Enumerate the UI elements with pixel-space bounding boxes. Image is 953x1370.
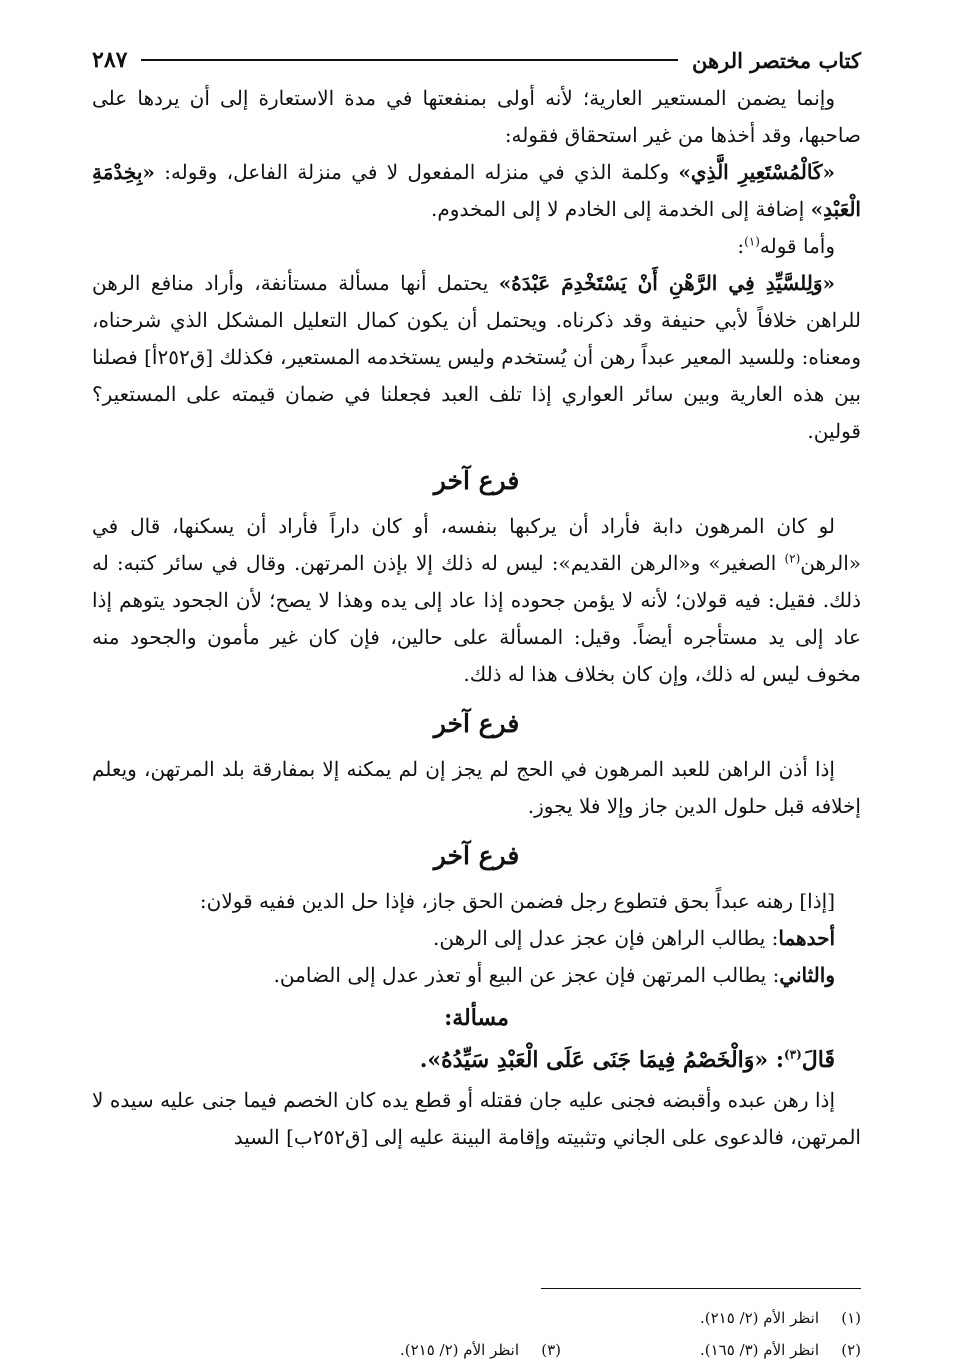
paragraph-4 <box>92 265 861 450</box>
footnote-rule <box>541 1288 861 1289</box>
footnote-ref-2: (٢) <box>784 551 801 566</box>
section-heading-1: فرع آخر <box>433 466 520 495</box>
paragraph-5-text-b: الصغير» و«الرهن القديم»: ليس له ذلك إلا بإذن المرتهن. وقال في سائر كتبه: له ذلك. فقيل: فيه قولان؛ لأنه لا يؤمن جحوده إذا عاد إلى يده وهذا لا يصح؛ لأن الجحود يتوهم إذا عاد إلى يد مستأجره أيضاً. وقيل: المسألة على حالين، فإن كان غير مأمون والجحود منه مخوف ليس له ذلك، وإن كان بخلاف هذا له ذلك. <box>92 551 861 686</box>
quote-kalmustair: «كَالْمُسْتَعِيرِ الَّذِي» <box>678 160 835 184</box>
book-title: كتاب مختصر الرهن <box>692 47 861 73</box>
footnote-3-number: (٣) <box>541 1341 561 1359</box>
paragraph-3-colon: : <box>737 234 745 258</box>
paragraph-5-text-a: لو كان المرهون دابة فأراد أن يركبها بنفسه، أو كان داراً فأراد أن يسكنها، قال في «الرهن <box>92 514 861 575</box>
first-opinion-text: : يطالب الراهن فإن عجز عدل إلى الرهن. <box>433 926 779 950</box>
paragraph-9 <box>92 957 861 994</box>
footnote-1 <box>561 1302 861 1334</box>
footnote-2 <box>561 1334 861 1366</box>
footnote-ref-3: (٣) <box>783 1047 802 1062</box>
footnote-2-number: (٢) <box>841 1341 861 1359</box>
paragraph-1: وإنما يضمن المستعير العارية؛ لأنه أولى بمنفعتها في مدة الاستعارة إلى أن يردها على صاحبها، وقد أخذها من غير استحقاق فقوله: <box>92 86 861 147</box>
document-page <box>92 40 861 1370</box>
masala-heading: مسألة: <box>444 1005 509 1031</box>
footnote-3-text: انظر الأم (٢/ ٢١٥). <box>399 1341 519 1359</box>
section-heading-2: فرع آخر <box>433 709 520 738</box>
footnote-1-number: (١) <box>841 1309 861 1327</box>
paragraph-2 <box>92 154 861 228</box>
footnote-row-2 <box>92 1334 861 1366</box>
quote-walissayyid: «وَلِلسَّيِّدِ فِي الرَّهْنِ أَنْ يَسْتَخْدِمَ عَبْدَهُ» <box>498 271 835 295</box>
paragraph-7: [إذا] رهنه عبداً بحق فتطوع رجل فضمن الحق جاز، فإذا حل الدين ففيه قولان: <box>199 889 835 913</box>
quote-bikhidmat: «بِخِدْمَةِ الْعَبْدِ» <box>92 160 861 221</box>
header-rule <box>141 59 678 61</box>
footnote-3 <box>261 1334 561 1366</box>
second-opinion-text: : يطالب المرتهن فإن عجز عن البيع أو تعذر عدل إلى الضامن. <box>273 963 780 987</box>
footnote-1-text: انظر الأم (٢/ ٢١٥). <box>699 1309 819 1327</box>
first-opinion-label: أحدهما <box>778 926 835 950</box>
paragraph-10: إذا رهن عبده وأقبضه فجنى عليه جان فقتله أو قطع يده كان الخصم فيما جنى عليه سيده لا المرتهن، فالدعوى على الجاني وتثبيته وإقامة البينة عليه إلى [ق٢٥٢ب] السيد <box>92 1088 861 1149</box>
qal-quote: : «وَالْخَصْمُ فِيمَا جَنَى عَلَى الْعَبْدِ سَيِّدُهُ». <box>419 1047 784 1073</box>
paragraph-2-text-a: وكلمة الذي في منزله المفعول لا في منزلة الفاعل، وقوله: <box>154 160 679 184</box>
qal-line <box>92 1038 861 1082</box>
paragraph-2-text-b: إضافة إلى الخدمة إلى الخادم لا إلى المخدوم. <box>431 197 811 221</box>
qal-word: قَالَ <box>801 1047 835 1073</box>
paragraph-5 <box>92 508 861 693</box>
footnote-row-1 <box>92 1302 861 1334</box>
section-heading-3: فرع آخر <box>433 841 520 870</box>
paragraph-6: إذا أذن الراهن للعبد المرهون في الحج لم يجز إن لم يمكنه إلا بمفارقة بلد المرتهن، ويعلم إخلافه قبل حلول الدين جاز وإلا فلا يجوز. <box>92 757 861 818</box>
footnotes <box>92 1302 861 1366</box>
paragraph-3 <box>92 228 861 265</box>
second-opinion-label: والثاني <box>779 963 835 987</box>
paragraph-4-text: يحتمل أنها مسألة مستأنفة، وأراد منافع الرهن للراهن خلافاً لأبي حنيفة وقد ذكرناه. ويحتمل أن يكون كمال التعليل المشكل الذي شرحناه، ومعناه: وللسيد المعير عبداً رهن أن يُستخدم وليس يستخدمه المستعير، فكذلك [ق٢٥٢أ] فصلنا بين هذه العارية وبين سائر العواري إذا تلف العبد فجعلنا في ضمان قيمته على المستعير؟ قولين. <box>92 271 861 443</box>
footnote-ref-1: (١) <box>744 234 760 249</box>
footnote-2-text: انظر الأم (٣/ ١٦٥). <box>699 1341 819 1359</box>
paragraph-3-text: وأما قوله <box>759 234 835 258</box>
paragraph-8 <box>92 920 861 957</box>
page-number: ٢٨٧ <box>92 47 128 73</box>
running-header <box>92 40 861 80</box>
